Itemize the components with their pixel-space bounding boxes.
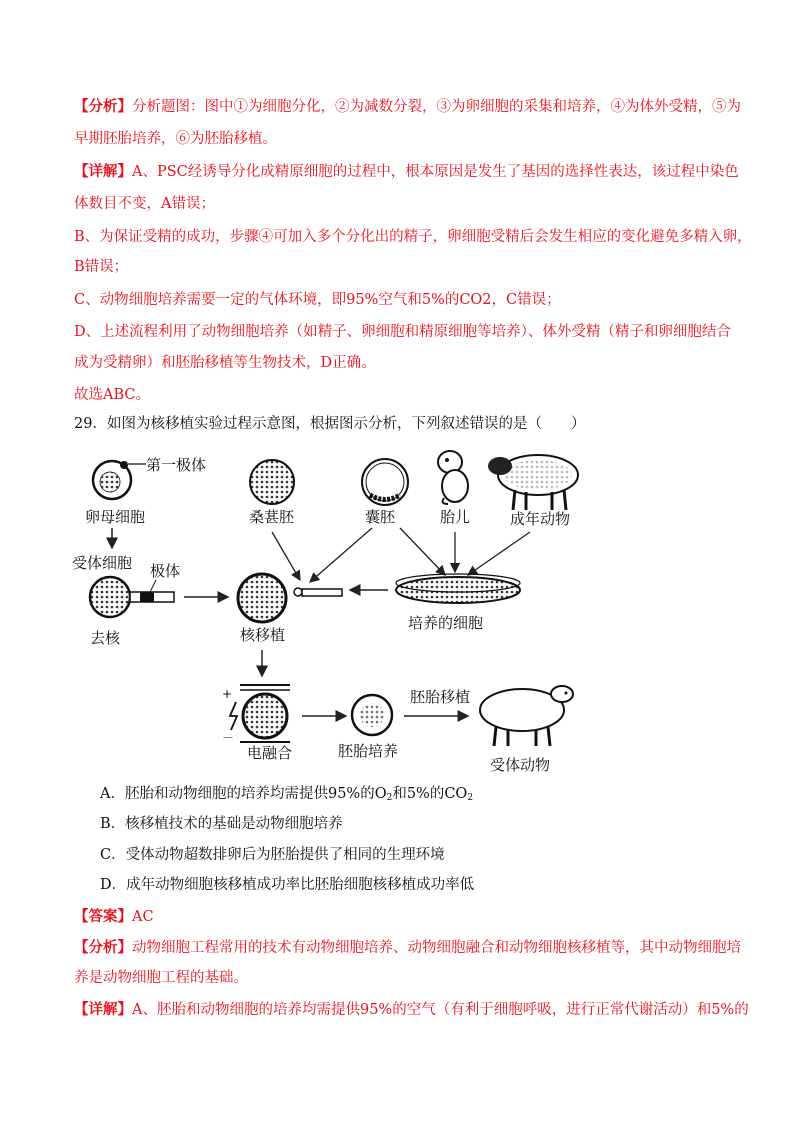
label-adult-animal: 成年动物 (510, 510, 571, 528)
detail-text-a2: 体数目不变，A错误； (74, 196, 215, 212)
option-a-text-2: 和5%的CO (392, 786, 468, 802)
nuclear-transfer-diagram (0, 440, 800, 780)
answer-line (74, 907, 740, 927)
fetus-icon (438, 451, 468, 504)
analysis2-text-2: 养是动物细胞工程的基础。 (74, 970, 248, 986)
label-fetus: 胎儿 (440, 508, 471, 526)
analysis-text-2: 早期胚胎培养，⑥为胚胎移植。 (74, 131, 277, 147)
analysis-tag: 【分析】 (74, 98, 132, 115)
nuclear-transfer-cell-icon (238, 574, 342, 622)
detail-tag: 【详解】 (74, 163, 132, 180)
label-polar-body: 极体 (150, 562, 181, 580)
option-d: D．成年动物细胞核移植成功率比胚胎细胞核移植成功率低 (100, 877, 475, 893)
enucleated-cell-icon (90, 577, 174, 617)
label-recipient-cell: 受体细胞 (72, 554, 133, 572)
culture-dish-icon (396, 574, 520, 603)
detail-text-d2: 成为受精卵）和胚胎移植等生物技术，D正确。 (74, 355, 376, 371)
adult-sheep-icon (488, 455, 578, 510)
label-plus: + (222, 687, 233, 701)
label-cultured-cells: 培养的细胞 (408, 614, 484, 632)
question-stem: 29．如图为核移植实验过程示意图，根据图示分析，下列叙述错误的是（ ） (74, 416, 586, 432)
analysis2-text-1: 动物细胞工程常用的技术有动物细胞培养、动物细胞融合和动物细胞核移植等，其中动物细胞培 (132, 940, 741, 956)
blastocyst-icon (362, 459, 408, 505)
detail-text-b1: B、为保证受精的成功，步骤④可加入多个分化出的精子，卵细胞受精后会发生相应的变化避免多精入卵， (74, 229, 752, 245)
electrofusion-cell-icon (230, 685, 290, 742)
label-recipient-animal: 受体动物 (490, 756, 551, 774)
analysis2-tag: 【分析】 (74, 939, 132, 956)
detail2-tag: 【详解】 (74, 1001, 132, 1018)
label-first-polar-body: 第一极体 (146, 456, 207, 474)
option-a (100, 784, 740, 808)
detail-text-a1: A、PSC经诱导分化成精原细胞的过程中，根本原因是发生了基因的选择性表达，该过程中染色 (132, 164, 739, 180)
detail-line-a1 (74, 162, 740, 182)
answer-tag: 【答案】 (74, 908, 132, 925)
embryo-culture-icon (352, 695, 392, 735)
oocyte-cell-icon (93, 461, 131, 499)
detail2-text-1: A、胚胎和动物细胞的培养均需提供95%的空气（有利于细胞呼吸，进行正常代谢活动）和5%的 (132, 1002, 749, 1018)
detail-text-b2: B错误； (74, 259, 129, 275)
option-a-sub-1: 2 (386, 793, 393, 803)
answer-value: AC (132, 909, 154, 925)
label-embryo-culture: 胚胎培养 (338, 742, 399, 760)
option-c: C．受体动物超数排卵后为胚胎提供了相同的生理环境 (100, 847, 445, 863)
label-electrofusion: 电融合 (247, 744, 293, 762)
label-minus: － (222, 731, 235, 745)
morula-icon (250, 460, 294, 504)
option-b: B．核移植技术的基础是动物细胞培养 (100, 816, 343, 832)
option-a-sub-2: 2 (467, 793, 474, 803)
analysis-text-1: 分析题图：图中①为细胞分化，②为减数分裂，③为卵细胞的采集和培养，④为体外受精，⑤为 (132, 99, 741, 115)
label-blastocyst: 囊胚 (365, 508, 396, 526)
analysis2-line-1 (74, 938, 740, 958)
label-oocyte: 卵母细胞 (85, 508, 146, 526)
recipient-sheep-icon (480, 686, 573, 746)
label-enucleation: 去核 (90, 629, 121, 647)
label-morula: 桑葚胚 (249, 508, 295, 526)
option-a-text-1: A．胚胎和动物细胞的培养均需提供95%的O (100, 786, 387, 802)
detail-text-d1: D、上述流程利用了动物细胞培养（如精子、卵细胞和精原细胞等培养）、体外受精（精子和卵细胞结合 (74, 324, 731, 340)
detail2-line-1 (74, 1000, 749, 1020)
detail-text-c: C、动物细胞培养需要一定的气体环境，即95%空气和5%的CO2，C错误； (74, 292, 561, 308)
analysis-line-1 (74, 97, 740, 117)
detail-conclusion: 故选ABC。 (74, 387, 150, 403)
label-embryo-transfer: 胚胎移植 (410, 688, 471, 706)
label-nuclear-transfer: 核移植 (240, 626, 286, 644)
